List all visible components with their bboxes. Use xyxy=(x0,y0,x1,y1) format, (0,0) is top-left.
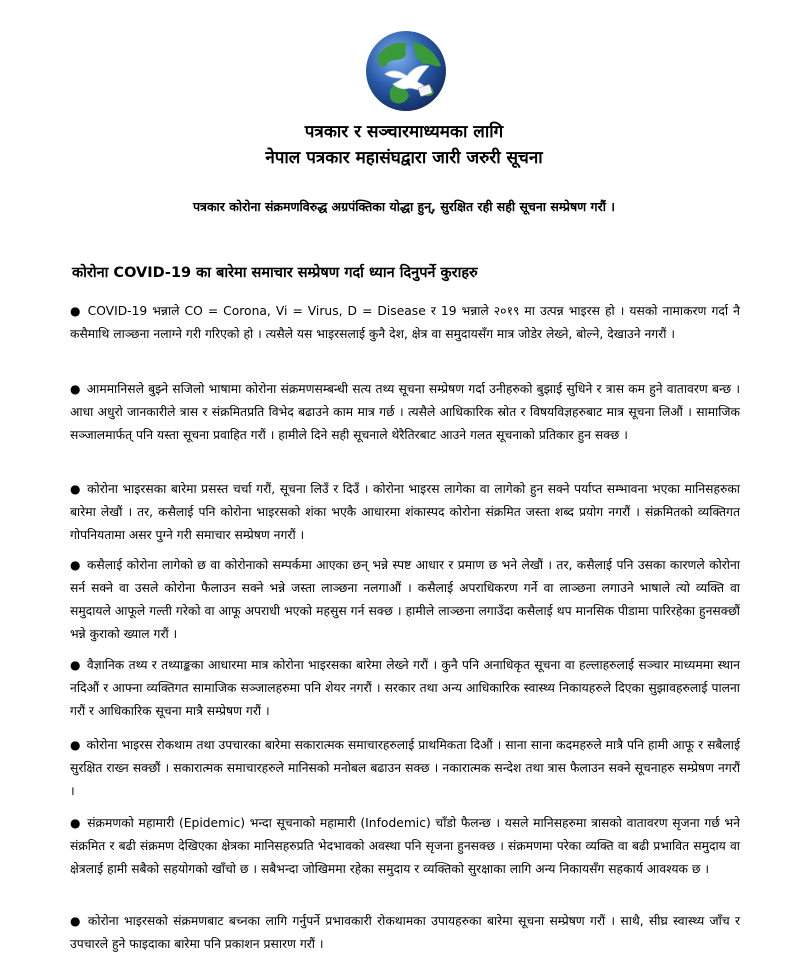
paragraph-text: कोरोना भाइरसको संक्रमणबाट बच्नका लागि गर्नुपर्ने प्रभावकारी रोकथामका उपायहरुका बारेमा सूचना सम्प्रेषण गरौं । साथै, सीघ्र स्वास्थ्य जाँच र उपचारले हुने फाइदाका बारेमा पनि प्रकाशन प्रसारण गरौं । xyxy=(70,914,740,951)
title-line-1: पत्रकार र सञ्चारमाध्यमका लागि xyxy=(304,122,504,142)
bullet-icon: ● xyxy=(70,382,81,396)
tagline: पत्रकार कोरोना संक्रमणविरुद्ध अग्रपंक्तिका योद्धा हुन्, सुरक्षित रही सही सूचना सम्प्रेषण गरौं । xyxy=(192,199,616,214)
paragraph-text: संक्रमणको महामारी (Epidemic) भन्दा सूचनाको महामारी (Infodemic) चाँडो फैलन्छ । यसले मानिसहरुमा त्रासको वातावरण सृजना गर्छ भने संक्रमित र बढी संक्रमण देखिएका क्षेत्रका मानिसहरुप्रति भेदभावको अवस्था पनि सृजना हुनसक्छ । संक्रमणमा परेका व्यक्ति वा बढी प्रभावित समुदाय वा क्षेत्रलाई हामी सबैको सहयोगको खाँचो छ । सबैभन्दा जोखिममा रहेका समुदाय र व्यक्तिको सुरक्षाका लागि अन्य निकायसँग सहकार्य आवश्यक छ । xyxy=(70,816,740,876)
title-line-2: नेपाल पत्रकार महासंघद्वारा जारी जरुरी सूचना xyxy=(265,148,543,168)
bullet-icon: ● xyxy=(70,482,82,496)
bullet-icon: ● xyxy=(70,914,82,928)
bullet-icon: ● xyxy=(70,304,82,318)
section-heading: कोरोना COVID-19 का बारेमा समाचार सम्प्रेषण गर्दा ध्यान दिनुपर्ने कुराहरु xyxy=(72,265,478,281)
paragraph-8 xyxy=(70,910,740,956)
paragraph-5 xyxy=(70,654,740,723)
bullet-icon: ● xyxy=(70,658,81,672)
bullet-icon: ● xyxy=(70,738,81,752)
paragraph-text: कोरोना भाइरसका बारेमा प्रसस्त चर्चा गरौं, सूचना लिउँ र दिउँ । कोरोना भाइरस लागेका वा लागेको हुन सक्ने पर्याप्त सम्भावना भएका मानिसहरुका बारेमा लेखौं । तर, कसैलाई पनि कोरोना भाइरसको शंका भएकै आधारमा शंकास्पद कोरोना संक्रमित जस्ता शब्द प्रयोग नगरौं । संक्रमितको व्यक्तिगत गोपनियतामा असर पुग्ने गरी समाचार सम्प्रेषण नगरौं । xyxy=(70,482,740,542)
paragraph-text: आममानिसले बुझ्ने सजिलो भाषामा कोरोना संक्रमणसम्बन्धी सत्य तथ्य सूचना सम्प्रेषण गर्दा उनीहरुको बुझाई सुधिने र त्रास कम हुने वातावरण बन्छ । आधा अधुरो जानकारीले त्रास र संक्रमितप्रति विभेद बढाउने काम मात्र गर्छ । त्यसैले आधिकारिक स्रोत र विषयविज्ञहरुबाट मात्र सूचना लिऔं । सामाजिक सञ्जालमार्फत् पनि यस्ता सूचना प्रवाहित गरौं । हामीले दिने सही सूचनाले थेरैतिरबाट आउने गलत सूचनाको प्रतिकार हुन सक्छ । xyxy=(70,382,740,442)
paragraph-text: वैज्ञानिक तथ्य र तथ्याङ्कका आधारमा मात्र कोरोना भाइरसका बारेमा लेख्ने गरौं । कुनै पनि अनाधिकृत सूचना वा हल्लाहरुलाई सञ्चार माध्यममा स्थान नदिऔं र आफ्ना व्यक्तिगत सामाजिक सञ्जालहरुमा पनि शेयर नगरौं । सरकार तथा अन्य आधिकारिक स्वास्थ्य निकायहरुले दिएका सुझावहरुलाई पालना गरौं र आधिकारिक सूचना मात्रै सम्प्रेषण गरौं । xyxy=(70,658,740,718)
paragraph-2 xyxy=(70,378,740,447)
bullet-icon: ● xyxy=(70,816,82,830)
paragraph-3 xyxy=(70,478,740,547)
paragraph-7 xyxy=(70,812,740,881)
paragraph-6 xyxy=(70,734,740,803)
bullet-icon: ● xyxy=(70,558,81,572)
paragraph-4 xyxy=(70,554,740,646)
paragraph-text: COVID-19 भन्नाले CO = Corona, Vi = Virus, D = Disease र 19 भन्नाले २०१९ मा उत्पन्न भाइरस हो । यसको नामाकरण गर्दा नै कसैमाथि लाञ्छना नलाग्ने गरी गरिएको हो । त्यसैले यस भाइरसलाई कुनै देश, क्षेत्र वा समुदायसँग मात्र जोडेर लेख्ने, बोल्ने, देखाउने नगरौं । xyxy=(70,304,740,341)
globe-dove-logo-icon xyxy=(363,28,449,114)
paragraph-text: कसैलाई कोरोना लागेको छ वा कोरोनाको सम्पर्कमा आएका छन् भन्ने स्पष्ट आधार र प्रमाण छ भने लेखौं । तर, कसैलाई पनि उसका कारणले कोरोना सर्न सक्ने वा उसले कोरोना फैलाउन सक्ने भन्ने जस्ता लाञ्छना नलगाऔं । कसैलाई अपराधिकरण गर्ने वा लाञ्छना लगाउने भाषाले त्यो व्यक्ति वा समुदायले आफूले गल्ती गरेको वा आफू अपराधी भएको महसुस गर्न सक्छ । हामीले लाञ्छना लगाउँदा कसैलाई थप मानसिक पीडामा पारिरहेका हुनसक्छौं भन्ने कुराको ख्याल गरौं । xyxy=(70,558,740,641)
paragraph-1 xyxy=(70,300,740,346)
paragraph-text: कोरोना भाइरस रोकथाम तथा उपचारका बारेमा सकारात्मक समाचारहरुलाई प्राथमिकता दिऔं । साना साना कदमहरुले मात्रै पनि हामी आफू र सबैलाई सुरक्षित राख्न सक्छौं । सकारात्मक समाचारहरुले मानिसको मनोबल बढाउन सक्छ । नकारात्मक सन्देश तथा त्रास फैलाउन सक्ने सूचनाहरु सम्प्रेषण नगरौं । xyxy=(70,738,740,798)
